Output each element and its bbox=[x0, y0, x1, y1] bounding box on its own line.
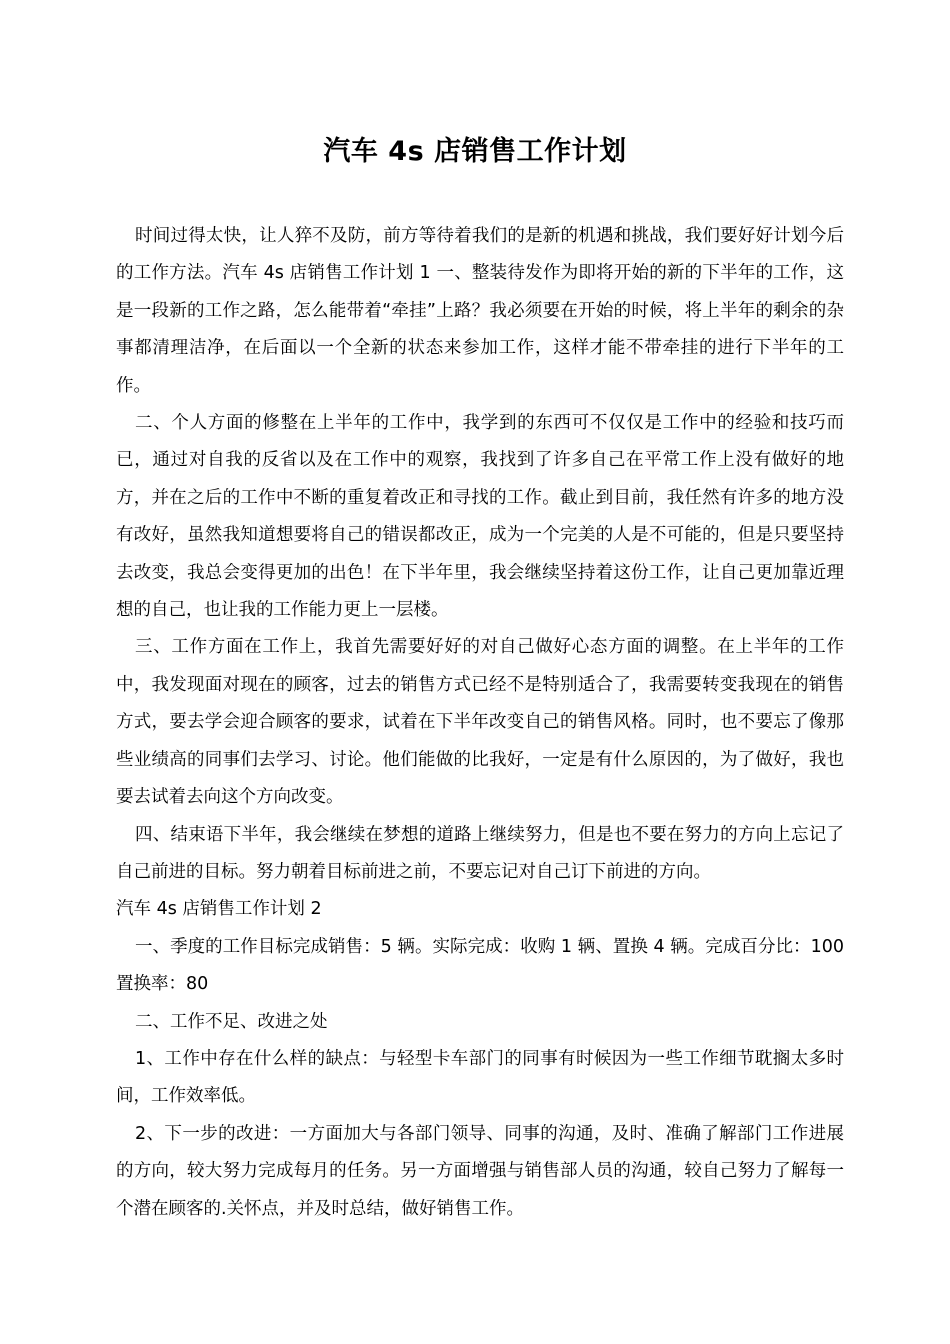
paragraph-conclusion: 四、结束语下半年，我会继续在梦想的道路上继续努力，但是也不要在努力的方向上忘记了自己前进的目标。努力朝着目标前进之前，不要忘记对自己订下前进的方向。 bbox=[116, 824, 844, 882]
paragraph-work: 三、工作方面在工作上，我首先需要好好的对自己做好心态方面的调整。在上半年的工作中，我发现面对现在的顾客，过去的销售方式已经不是特别适合了，我需要转变我现在的销售方式，要去学会迎合顾客的要求，试着在下半年改变自己的销售风格。同时，也不要忘了像那些业绩高的同事们去学习、讨论。他们能做的比我好，一定是有什么原因的，为了做好，我也要去试着去向这个方向改变。 bbox=[116, 637, 844, 808]
paragraph-quarter-goal: 一、季度的工作目标完成销售：5 辆。实际完成：收购 1 辆、置换 4 辆。完成百分比：100 置换率：80 bbox=[116, 936, 844, 995]
document-body bbox=[116, 218, 844, 1228]
paragraph-personal: 二、个人方面的修整在上半年的工作中，我学到的东西可不仅仅是工作中的经验和技巧而已，通过对自我的反省以及在工作中的观察，我找到了许多自己在平常工作上没有做好的地方，并在之后的工作中不断的重复着改正和寻找的工作。截止到目前，我任然有许多的地方没有改好，虽然我知道想要将自己的错误都改正，成为一个完美的人是不可能的，但是只要坚持去改变，我总会变得更加的出色！在下半年里，我会继续坚持着这份工作，让自己更加靠近理想的自己，也让我的工作能力更上一层楼。 bbox=[116, 413, 844, 621]
paragraph-shortcomings-heading: 二、工作不足、改进之处 bbox=[135, 1011, 328, 1032]
section-heading-plan-2: 汽车 4s 店销售工作计划 2 bbox=[116, 899, 322, 920]
paragraph-intro: 时间过得太快，让人猝不及防，前方等待着我们的是新的机遇和挑战，我们要好好计划今后的工作方法。汽车 4s 店销售工作计划 1 一、整装待发作为即将开始的新的下半年的工作，这是一段新的工作之路，怎么能带着“牵挂”上路？我必须要在开始的时候，将上半年的剩余的杂事都清理洁净，在后面以一个全新的状态来参加工作，这样才能不带牵挂的进行下半年的工作。 bbox=[116, 226, 844, 396]
document-title: 汽车 4s 店销售工作计划 bbox=[323, 136, 627, 167]
paragraph-improvements: 2、下一步的改进：一方面加大与各部门领导、同事的沟通，及时、准确了解部门工作进展的方向，较大努力完成每月的任务。另一方面增强与销售部人员的沟通，较自己努力了解每一个潜在顾客的.关怀点，并及时总结，做好销售工作。 bbox=[116, 1123, 844, 1219]
paragraph-shortcomings: 1、工作中存在什么样的缺点：与轻型卡车部门的同事有时候因为一些工作细节耽搁太多时间，工作效率低。 bbox=[116, 1048, 844, 1107]
